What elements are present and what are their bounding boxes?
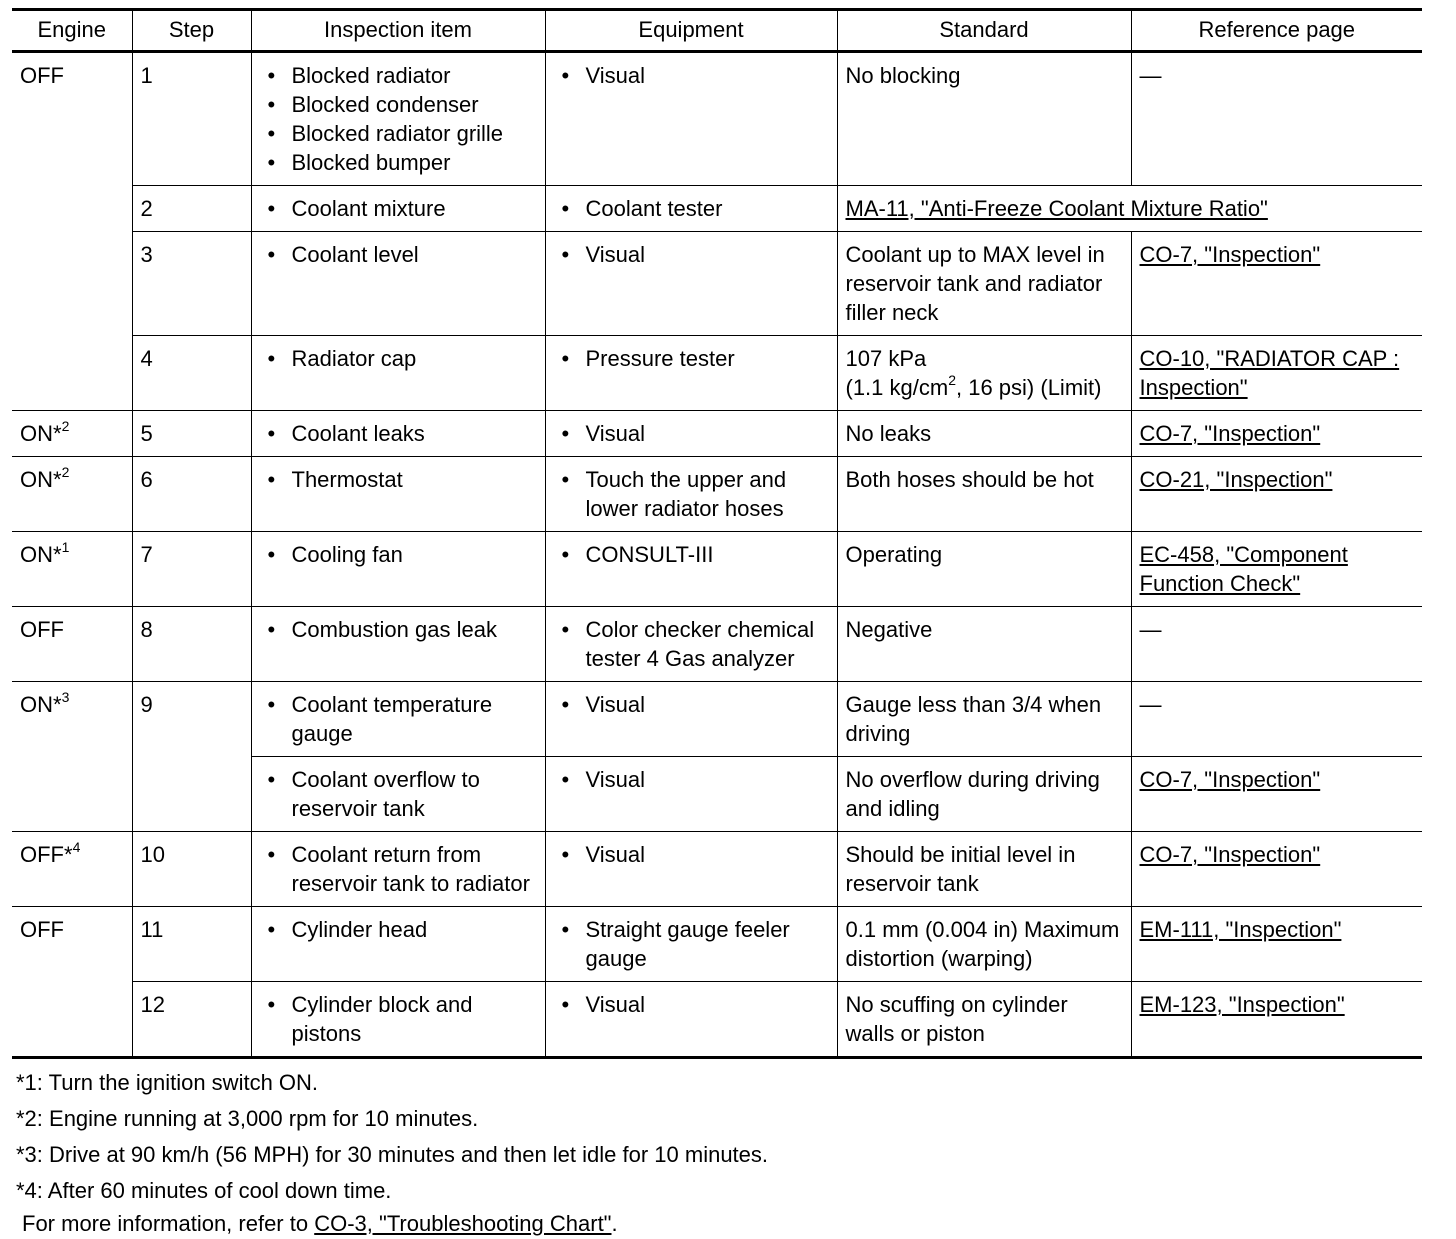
- inspection-item-cell: [251, 411, 545, 457]
- inspection-item-cell: [251, 682, 545, 757]
- equipment-cell: [545, 411, 837, 457]
- header-reference-page: Reference page: [1131, 10, 1422, 52]
- reference-cell: [1131, 832, 1422, 907]
- equipment-cell: [545, 607, 837, 682]
- engine-cell: OFF: [12, 907, 132, 1058]
- reference-link[interactable]: EM-123, "Inspection": [1139, 992, 1345, 1017]
- step-cell: 7: [132, 532, 251, 607]
- engine-cell: ON*$^3$: [12, 682, 132, 832]
- table-row: [12, 832, 1422, 907]
- list-item: • Coolant temperature gauge: [260, 690, 537, 748]
- standard-line: 107 kPa: [845, 346, 927, 371]
- equipment-cell: [545, 186, 837, 232]
- standard-cell: Both hoses should be hot: [837, 457, 1131, 532]
- equipment-cell: [545, 832, 837, 907]
- equipment-cell: [545, 532, 837, 607]
- list-item: • Visual: [554, 240, 829, 269]
- inspection-item-cell: [251, 832, 545, 907]
- list-item: • Radiator cap: [260, 344, 537, 373]
- table-row: [12, 982, 1422, 1058]
- reference-cell: —: [1131, 607, 1422, 682]
- header-step: Step: [132, 10, 251, 52]
- engine-cell: OFF: [12, 607, 132, 682]
- equipment-cell: [545, 907, 837, 982]
- table-row: [12, 52, 1422, 186]
- reference-link[interactable]: CO-7, "Inspection": [1139, 767, 1321, 792]
- equipment-cell: [545, 232, 837, 336]
- inspection-item-cell: [251, 457, 545, 532]
- inspection-item-cell: [251, 186, 545, 232]
- reference-cell: [1131, 232, 1422, 336]
- inspection-item-cell: [251, 907, 545, 982]
- step-cell: 2: [132, 186, 251, 232]
- reference-cell: [1131, 336, 1422, 411]
- table-row: [12, 607, 1422, 682]
- inspection-item-cell: [251, 232, 545, 336]
- list-item: • Visual: [554, 840, 829, 869]
- standard-cell: Operating: [837, 532, 1131, 607]
- step-cell: 10: [132, 832, 251, 907]
- list-item: • Color checker chemical tester 4 Gas analyzer: [554, 615, 829, 673]
- footnote: *1: Turn the ignition switch ON.: [16, 1070, 319, 1095]
- reference-link[interactable]: EM-111, "Inspection": [1139, 917, 1342, 942]
- list-item: • Blocked bumper: [260, 148, 537, 177]
- equipment-cell: [545, 982, 837, 1058]
- reference-link[interactable]: CO-7, "Inspection": [1139, 421, 1321, 446]
- table-row: [12, 682, 1422, 757]
- list-item: • CONSULT-III: [554, 540, 829, 569]
- reference-link[interactable]: MA-11, "Anti-Freeze Coolant Mixture Ratio": [845, 196, 1268, 221]
- header-engine: Engine: [12, 10, 132, 52]
- list-item: • Blocked radiator grille: [260, 119, 537, 148]
- list-item: • Coolant return from reservoir tank to radiator: [260, 840, 537, 898]
- list-item: • Visual: [554, 690, 829, 719]
- table-row: [12, 532, 1422, 607]
- engine-cell: ON*$^2$: [12, 411, 132, 457]
- list-item: • Blocked radiator: [260, 61, 537, 90]
- troubleshooting-chart-link[interactable]: CO-3, "Troubleshooting Chart": [314, 1211, 612, 1236]
- footnote: *3: Drive at 90 km/h (56 MPH) for 30 minutes and then let idle for 10 minutes.: [16, 1142, 769, 1167]
- step-cell: 11: [132, 907, 251, 982]
- reference-link[interactable]: CO-21, "Inspection": [1139, 467, 1333, 492]
- step-cell: 4: [132, 336, 251, 411]
- standard-cell: Coolant up to MAX level in reservoir tank and radiator filler neck: [837, 232, 1131, 336]
- equipment-cell: [545, 457, 837, 532]
- standard-cell: No overflow during driving and idling: [837, 757, 1131, 832]
- engine-cell: ON*$^1$: [12, 532, 132, 607]
- list-item: • Visual: [554, 419, 829, 448]
- list-item: • Coolant level: [260, 240, 537, 269]
- list-item: • Coolant tester: [554, 194, 829, 223]
- standard-cell: Gauge less than 3/4 when driving: [837, 682, 1131, 757]
- standard-cell: No scuffing on cylinder walls or piston: [837, 982, 1131, 1058]
- standard-cell: No blocking: [837, 52, 1131, 186]
- table-row: [12, 907, 1422, 982]
- standard-cell: Should be initial level in reservoir tank: [837, 832, 1131, 907]
- table-row: [12, 336, 1422, 411]
- list-item: • Touch the upper and lower radiator hoses: [554, 465, 829, 523]
- inspection-item-cell: [251, 532, 545, 607]
- reference-cell: —: [1131, 682, 1422, 757]
- footnote: *4: After 60 minutes of cool down time.: [16, 1178, 392, 1203]
- reference-cell: [1131, 982, 1422, 1058]
- merged-reference-cell: [837, 186, 1422, 232]
- more-info-suffix: .: [611, 1211, 618, 1236]
- step-cell: 6: [132, 457, 251, 532]
- equipment-cell: [545, 52, 837, 186]
- reference-link[interactable]: CO-7, "Inspection": [1139, 242, 1321, 267]
- list-item: • Thermostat: [260, 465, 537, 494]
- standard-cell: 0.1 mm (0.004 in) Maximum distortion (warping): [837, 907, 1131, 982]
- reference-cell: [1131, 532, 1422, 607]
- step-cell: 12: [132, 982, 251, 1058]
- table-header-row: [12, 10, 1422, 52]
- header-standard: Standard: [837, 10, 1131, 52]
- equipment-cell: [545, 682, 837, 757]
- more-info-text: For more information, refer to: [22, 1211, 315, 1236]
- standard-cell: No leaks: [837, 411, 1131, 457]
- footnotes: [12, 1065, 1422, 1239]
- engine-cell: ON*$^2$: [12, 457, 132, 532]
- table-row: [12, 411, 1422, 457]
- reference-cell: —: [1131, 52, 1422, 186]
- step-cell: 9: [132, 682, 251, 832]
- reference-link[interactable]: EC-458, "Component Function Check": [1139, 542, 1348, 596]
- inspection-item-cell: [251, 982, 545, 1058]
- reference-link[interactable]: CO-7, "Inspection": [1139, 842, 1321, 867]
- engine-cell: OFF: [12, 52, 132, 411]
- reference-cell: [1131, 757, 1422, 832]
- list-item: • Visual: [554, 990, 829, 1019]
- list-item: • Coolant leaks: [260, 419, 537, 448]
- inspection-table: [12, 8, 1422, 1059]
- inspection-item-cell: [251, 757, 545, 832]
- equipment-cell: [545, 336, 837, 411]
- list-item: • Blocked condenser: [260, 90, 537, 119]
- standard-cell: [837, 336, 1131, 411]
- step-cell: 3: [132, 232, 251, 336]
- reference-link[interactable]: CO-10, "RADIATOR CAP : Inspection": [1139, 346, 1400, 400]
- inspection-item-cell: [251, 52, 545, 186]
- list-item: • Coolant overflow to reservoir tank: [260, 765, 537, 823]
- header-equipment: Equipment: [545, 10, 837, 52]
- list-item: • Pressure tester: [554, 344, 829, 373]
- document-page: [12, 8, 1422, 1239]
- list-item: • Cylinder head: [260, 915, 537, 944]
- standard-line: (1.1 $kg/cm^2$, 16 psi) (Limit): [845, 371, 1102, 400]
- table-row: [12, 232, 1422, 336]
- reference-cell: [1131, 457, 1422, 532]
- footnote: *2: Engine running at 3,000 rpm for 10 minutes.: [16, 1106, 479, 1131]
- table-row: [12, 186, 1422, 232]
- equipment-cell: [545, 757, 837, 832]
- step-cell: 1: [132, 52, 251, 186]
- list-item: • Combustion gas leak: [260, 615, 537, 644]
- reference-cell: [1131, 907, 1422, 982]
- inspection-item-cell: [251, 336, 545, 411]
- standard-cell: Negative: [837, 607, 1131, 682]
- list-item: • Visual: [554, 765, 829, 794]
- list-item: • Straight gauge feeler gauge: [554, 915, 829, 973]
- header-inspection-item: Inspection item: [251, 10, 545, 52]
- engine-cell: OFF*$^4$: [12, 832, 132, 907]
- list-item: • Cooling fan: [260, 540, 537, 569]
- list-item: • Cylinder block and pistons: [260, 990, 537, 1048]
- table-row: [12, 457, 1422, 532]
- step-cell: 8: [132, 607, 251, 682]
- reference-cell: [1131, 411, 1422, 457]
- step-cell: 5: [132, 411, 251, 457]
- inspection-item-cell: [251, 607, 545, 682]
- list-item: • Visual: [554, 61, 829, 90]
- list-item: • Coolant mixture: [260, 194, 537, 223]
